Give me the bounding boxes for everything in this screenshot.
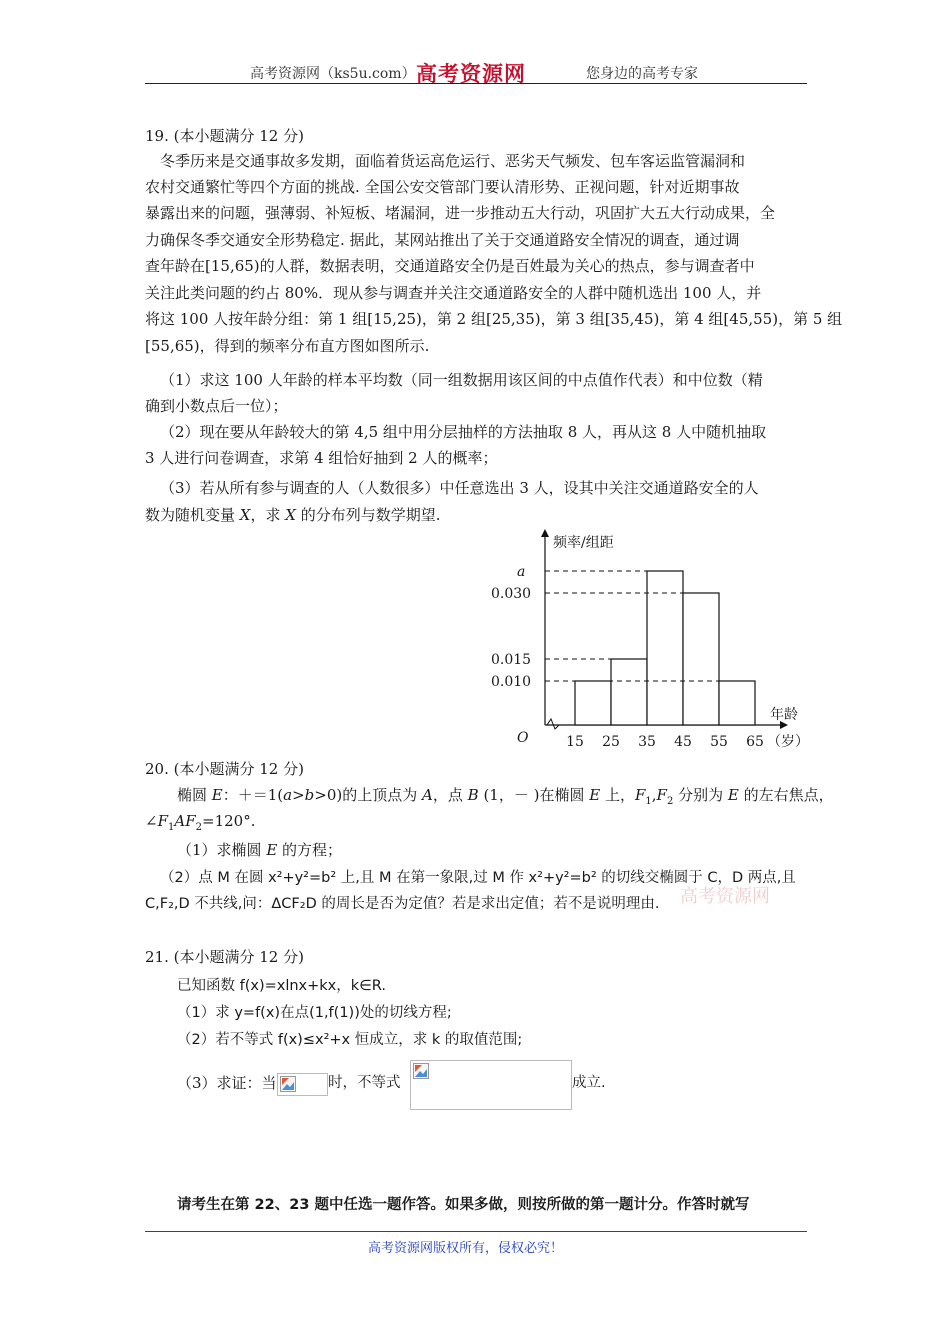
text-run: 椭圆 bbox=[177, 786, 212, 804]
formula-image-placeholder bbox=[410, 1060, 572, 1110]
subscript: 2 bbox=[195, 822, 202, 833]
exam-notice: 请考生在第 22、23 题中任选一题作答。如果多做，则按所做的第一题计分。作答时就写 bbox=[177, 1197, 750, 1213]
variable: E bbox=[727, 786, 739, 804]
text-run: 的左右焦点， bbox=[738, 786, 834, 804]
variable: B bbox=[467, 786, 479, 804]
x-axis-title: 年龄 bbox=[770, 707, 798, 723]
q21-sub1: （1）求 y=f(x)在点(1,f(1))处的切线方程; bbox=[177, 1005, 452, 1021]
footer-copyright: 高考资源网版权所有，侵权必究！ bbox=[368, 1241, 564, 1256]
histogram-bar bbox=[683, 593, 719, 725]
footer-divider bbox=[145, 1231, 807, 1232]
q20-sub2-line: （2）点 M 在圆 x²+y²=b² 上,且 M 在第一象限,过 M 作 x²+y²=b² 的切线交椭圆于 C，D 两点,且 bbox=[160, 870, 796, 886]
y-axis-title: 频率/组距 bbox=[553, 535, 614, 551]
text-run: > bbox=[292, 786, 305, 804]
histogram-bar bbox=[719, 681, 755, 725]
q19-sub2-line: （2）现在要从年龄较大的第 4,5 组中用分层抽样的方法抽取 8 人，再从这 8 人中随机抽取 bbox=[160, 423, 767, 441]
q20-line1 bbox=[177, 782, 834, 815]
q19-paragraph-line: 力确保冬季交通安全形势稳定. 据此，某网站推出了关于交通道路安全情况的调查，通过调 bbox=[145, 231, 740, 249]
header-divider bbox=[145, 83, 807, 84]
text-run: >0)的上顶点为 bbox=[314, 786, 423, 804]
histogram-bar bbox=[575, 681, 611, 725]
variable: A bbox=[422, 786, 433, 804]
formula-image-placeholder bbox=[277, 1073, 328, 1096]
text-run: ，点 bbox=[432, 786, 468, 804]
y-tick-label: 0.015 bbox=[491, 652, 532, 668]
subscript: 1 bbox=[168, 822, 175, 833]
variable-x: X bbox=[285, 506, 296, 524]
q19-paragraph-line: 查年龄在[15,65)的人群，数据表明，交通道路安全仍是百姓最为关心的热点，参与调查者中 bbox=[145, 257, 755, 275]
axis-break bbox=[547, 719, 559, 729]
variable: F bbox=[157, 812, 168, 830]
variable: AF bbox=[174, 812, 196, 830]
broken-image-icon bbox=[413, 1063, 429, 1079]
q20-sub2-line: C,F₂,D 不共线,问：ΔCF₂D 的周长是否为定值？若是求出定值；若不是说明理由. bbox=[145, 896, 660, 912]
y-tick-label: a bbox=[517, 564, 526, 580]
text-run: 分别为 bbox=[673, 786, 728, 804]
q21-sub2: （2）若不等式 f(x)≤x²+x 恒成立，求 k 的取值范围; bbox=[177, 1032, 523, 1048]
subscript: 2 bbox=[666, 796, 674, 807]
y-tick-label: 0.030 bbox=[491, 586, 532, 602]
variable-x: X bbox=[239, 506, 251, 524]
q19-sub3-line: （3）若从所有参与调查的人（人数很多）中任意选出 3 人，设其中关注交通道路安全的人 bbox=[160, 479, 759, 497]
q19-paragraph-line: 将这 100 人按年龄分组：第 1 组[15,25)，第 2 组[25,35)，第 3 组[35,45)，第 4 组[45,55)，第 5 组 bbox=[145, 310, 843, 328]
header-logo: 高考资源网 bbox=[416, 61, 526, 86]
text-run: 数为随机变量 bbox=[145, 506, 240, 524]
text-run: ∠ bbox=[145, 812, 158, 830]
broken-image-icon bbox=[280, 1076, 296, 1092]
header-right-text: 您身边的高考专家 bbox=[586, 66, 698, 82]
q19-paragraph-line: [55,65)，得到的频率分布直方图如图所示. bbox=[145, 337, 430, 355]
watermark: 高考资源网 bbox=[680, 886, 770, 907]
origin-label: O bbox=[517, 730, 529, 746]
x-tick-label: 35 bbox=[638, 734, 656, 750]
x-axis-unit: （岁） bbox=[767, 734, 809, 750]
q19-paragraph-line: 冬季历来是交通事故多发期，面临着货运高危运行、恶劣天气频发、包车客运监管漏洞和 bbox=[160, 152, 746, 170]
variable: F bbox=[634, 786, 646, 804]
q19-paragraph-line: 农村交通繁忙等四个方面的挑战. 全国公安交管部门要认清形势、正视问题，针对近期事故 bbox=[145, 178, 740, 196]
text-run: 上， bbox=[600, 786, 635, 804]
text-run: (1，－ )在椭圆 bbox=[478, 786, 590, 804]
text-run: , bbox=[651, 786, 657, 804]
text-run: 的方程； bbox=[277, 841, 343, 859]
text-run: 的分布列与数学期望. bbox=[295, 506, 441, 524]
variable: a bbox=[283, 786, 293, 804]
q21-title: 21. (本小题满分 12 分) bbox=[145, 948, 304, 966]
text-run: =120°. bbox=[202, 812, 256, 830]
variable: E bbox=[266, 841, 278, 859]
x-tick-label: 45 bbox=[674, 734, 692, 750]
variable: E bbox=[589, 786, 601, 804]
text-run: （1）求椭圆 bbox=[177, 841, 267, 859]
q21-sub3-suffix: 成立. bbox=[572, 1075, 606, 1091]
y-tick-label: 0.010 bbox=[491, 674, 532, 690]
q19-sub3-line bbox=[145, 502, 440, 528]
q19-sub2-line: 3 人进行问卷调查，求第 4 组恰好抽到 2 人的概率； bbox=[145, 449, 498, 467]
q19-paragraph-line: 暴露出来的问题，强薄弱、补短板、堵漏洞，进一步推动五大行动，巩固扩大五大行动成果，全 bbox=[145, 204, 776, 222]
variable: b bbox=[304, 786, 315, 804]
subscript: 1 bbox=[645, 796, 652, 807]
variable: E bbox=[211, 786, 223, 804]
q19-sub1-line: （1）求这 100 人年龄的样本平均数（同一组数据用该区间的中点值作代表）和中位数（精 bbox=[160, 371, 763, 389]
x-tick-label: 25 bbox=[602, 734, 620, 750]
q20-title: 20. (本小题满分 12 分) bbox=[145, 760, 304, 778]
variable: F bbox=[656, 786, 667, 804]
text-run: ，求 bbox=[250, 506, 286, 524]
q19-title: 19. (本小题满分 12 分) bbox=[145, 127, 304, 145]
q21-sub3-mid: 时，不等式 bbox=[328, 1075, 401, 1091]
x-tick-label: 65 bbox=[746, 734, 764, 750]
q20-sub1 bbox=[177, 837, 342, 863]
q19-paragraph-line: 关注此类问题的约占 80%．现从参与调查并关注交通道路安全的人群中随机选出 100 人，并 bbox=[145, 284, 762, 302]
header-left-text: 高考资源网（ks5u.com） bbox=[250, 66, 416, 82]
q21-given: 已知函数 f(x)=xlnx+kx，k∈R. bbox=[177, 978, 386, 994]
q21-sub3-prefix: （3）求证：当 bbox=[177, 1074, 277, 1092]
text-run: ：＋＝1( bbox=[222, 786, 284, 804]
q19-sub1-line: 确到小数点后一位）； bbox=[145, 397, 288, 415]
x-tick-label: 55 bbox=[710, 734, 728, 750]
x-tick-label: 15 bbox=[566, 734, 584, 750]
histogram-bar bbox=[647, 571, 683, 725]
histogram-bar bbox=[611, 659, 647, 725]
frequency-histogram bbox=[480, 525, 820, 755]
y-axis-arrow bbox=[541, 529, 549, 537]
